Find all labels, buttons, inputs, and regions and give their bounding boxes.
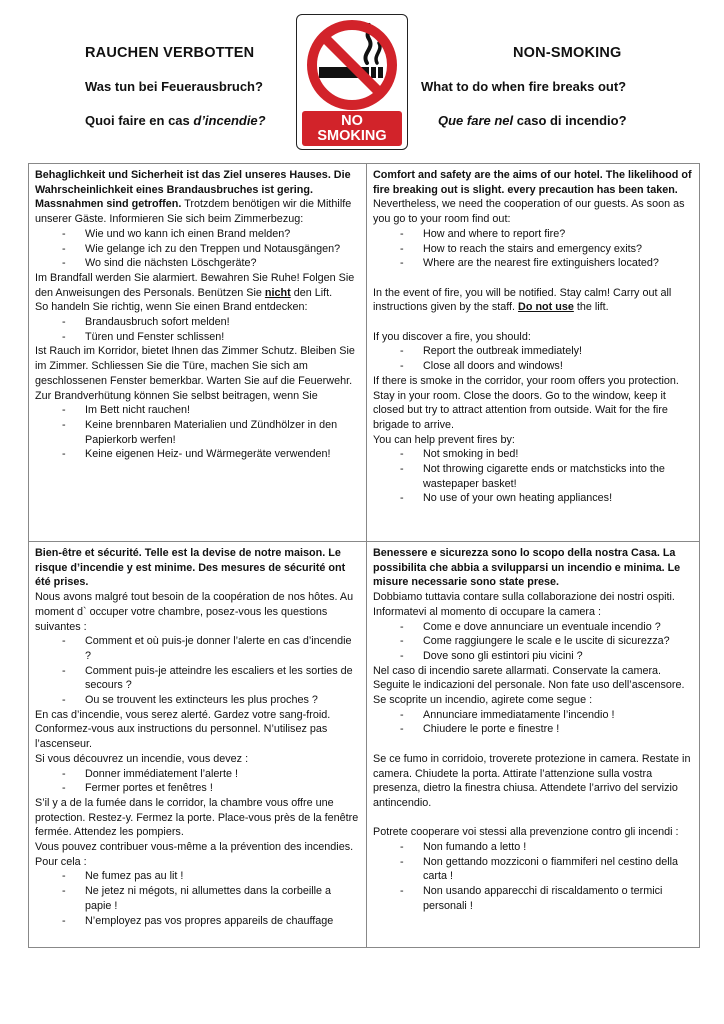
list-item: - N’employez pas vos propres appareils de chauffage	[35, 914, 360, 929]
list-item: - Comment puis-je atteindre les escaliers et les sorties de secours ?	[35, 664, 360, 693]
instructions-french	[29, 542, 367, 947]
alarm-text-end: den Lift.	[290, 286, 333, 299]
list-item: - Annunciare immediatamente l’incendio !	[373, 708, 693, 723]
spacer	[373, 315, 693, 330]
list-item: - Keine eigenen Heiz- und Wärmegeräte verwenden!	[35, 447, 360, 462]
intro-paragraph	[373, 168, 693, 227]
smoke-paragraph: Ist Rauch im Korridor, bietet Ihnen das Zimmer Schutz. Bleiben Sie im Zimmer. Schliessen Sie die Türe, machen Sie sich am geschlossenen Fenster bemerkbar. Warten Sie auf die Feuerwehr.	[35, 345, 355, 387]
intro-rest: Dobbiamo tuttavia contare sulla collaborazione dei nostri ospiti. Informatevi al momento di occupare la camera :	[373, 591, 675, 618]
prevention-list	[373, 840, 693, 914]
discover-fire-list	[35, 315, 360, 344]
header-question-italian	[438, 113, 627, 128]
emphasis-not: nicht	[264, 286, 291, 299]
header-question-italian-italic: Que fare nel	[438, 113, 514, 128]
prevention-paragraph: Zur Brandverhütung können Sie selbst beitragen, wenn Sie	[35, 389, 318, 402]
instructions-table	[28, 163, 700, 948]
header-question-french	[85, 113, 266, 128]
list-item: - Wo sind die nächsten Löschgeräte?	[35, 256, 360, 271]
list-item: - Ne jetez ni mégots, ni allumettes dans la corbeille a papie !	[35, 884, 360, 913]
instructions-english	[367, 164, 699, 542]
list-item: - Ne fumez pas au lit !	[35, 869, 360, 884]
no-smoking-sign-icon	[297, 15, 407, 111]
discover-fire-paragraph: If you discover a fire, you should:	[373, 330, 531, 343]
smoke-paragraph: Se ce fumo in corridoio, troverete protezione in camera. Restate in camera. Chiudete la porta. Attirate l’attenzione sulla vostra presenza, dietro la finestra chiusa. Attendete l’arrivo del servizio antincendio.	[373, 752, 691, 809]
list-item: - Wie gelange ich zu den Treppen und Notausgängen?	[35, 242, 360, 257]
list-item: - How to reach the stairs and emergency exits?	[373, 242, 693, 257]
discover-fire-paragraph: Si vous découvrez un incendie, vous devez :	[35, 752, 249, 765]
smoke-paragraph: S’il y a de la fumée dans le corridor, la chambre vous offre une protection. Restez-y. Fermez la porte. Place-vous près de la fenêtre fermée. Attendez les pompiers.	[35, 796, 359, 839]
alarm-text-end: the lift.	[573, 301, 609, 314]
list-item: - Wie und wo kann ich einen Brand melden?	[35, 227, 360, 242]
instructions-italian	[367, 542, 699, 947]
spacer	[373, 811, 693, 826]
intro-rest: Nous avons malgré tout besoin de la coopération de nos hôtes. Au moment d` occuper votre chambre, posez-vous les questions suivantes :	[35, 591, 354, 633]
intro-bold-text: Benessere e sicurezza sono lo scopo della nostra Casa. La possibilita che abbia a svilupparsi un incendio e minima. Le misure necessarie sono state prese.	[373, 547, 681, 589]
prevention-list	[35, 869, 360, 928]
list-item: - Where are the nearest fire extinguishers located?	[373, 256, 693, 271]
prevention-paragraph: You can help prevent fires by:	[373, 433, 515, 446]
intro-bold	[373, 546, 693, 590]
discover-fire-list	[373, 708, 693, 737]
list-item: - Im Bett nicht rauchen!	[35, 403, 360, 418]
list-item: - Ou se trouvent les extincteurs les plus proches ?	[35, 693, 360, 708]
list-item: - Not throwing cigarette ends or matchsticks into the wastepaper basket!	[373, 462, 693, 491]
discover-fire-paragraph: Se scoprite un incendio, agirete come segue :	[373, 694, 593, 707]
alarm-paragraph: En cas d’incendie, vous serez alerté. Gardez votre sang-froid. Conformez-vous aux instructions du personnel. N’utilisez pas l’ascenseur.	[35, 708, 331, 751]
list-item: - Keine brennbaren Materialien und Zündhölzer in den Papierkorb werfen!	[35, 418, 360, 447]
intro-bold	[35, 546, 360, 590]
list-item: - Brandausbruch sofort melden!	[35, 315, 360, 330]
header-question-french-italic: d’incendie?	[193, 113, 266, 128]
prevention-paragraph: Potrete cooperare voi stessi alla prevenzione contro gli incendi :	[373, 826, 679, 839]
emphasis-do-not-use: Do not use	[518, 301, 574, 314]
cigarette-band	[371, 67, 376, 78]
intro-bold: Comfort and safety are the aims of our hotel. The likelihood of fire breaking out is slight. every precaution has been taken.	[373, 169, 692, 196]
no-smoking-sign	[296, 14, 408, 150]
alarm-text: In the event of fire, you will be notified. Stay calm! Carry out all instructions given by the staff.	[373, 286, 672, 314]
smoke-paragraph: If there is smoke in the corridor, your room offers you protection. Stay in your room. Close the doors. Go to the window, keep it closed but try to attract attention from outside. Wait for the fire brigade to arrive.	[373, 374, 679, 431]
list-item: - Fermer portes et fenêtres !	[35, 781, 360, 796]
prevention-paragraph: Vous pouvez contribuer vous-même a la prévention des incendies. Pour cela :	[35, 841, 354, 868]
header-title-german: RAUCHEN VERBOTTEN	[85, 45, 255, 61]
list-item: - Come raggiungere le scale e le uscite di sicurezza?	[373, 634, 693, 649]
checklist-on-arrival	[373, 620, 693, 664]
header-question-french-plain: Quoi faire en cas	[85, 113, 194, 128]
intro-rest: Nevertheless, we need the cooperation of our guests. As soon as you go to your room find out:	[373, 198, 685, 226]
prevention-list	[373, 447, 693, 506]
banner-line-no: NO	[341, 113, 363, 129]
checklist-on-arrival	[373, 227, 693, 271]
alarm-paragraph	[373, 286, 693, 315]
discover-fire-list	[373, 344, 693, 373]
header-title-english: NON-SMOKING	[513, 45, 622, 61]
list-item: - Non fumando a letto !	[373, 840, 693, 855]
alarm-paragraph: Nel caso di incendio sarete allarmati. Conservate la camera. Seguite le indicazioni del personale. Non fate uso dell’ascensore.	[373, 664, 685, 692]
no-smoking-banner	[302, 111, 402, 146]
list-item: - Not smoking in bed!	[373, 447, 693, 462]
discover-fire-paragraph: So handeln Sie richtig, wenn Sie einen Brand entdecken:	[35, 301, 308, 314]
instructions-german	[29, 164, 367, 542]
list-item: - Close all doors and windows!	[373, 359, 693, 374]
list-item: - Non gettando mozziconi o fiammiferi nel cestino della carta !	[373, 855, 693, 884]
checklist-on-arrival	[35, 227, 360, 271]
list-item: - Türen und Fenster schlissen!	[35, 330, 360, 345]
alarm-paragraph	[35, 271, 360, 300]
spacer	[373, 271, 693, 286]
smoke-icon	[376, 43, 380, 63]
list-item: - Report the outbreak immediately!	[373, 344, 693, 359]
intro-bold: Behaglichkeit und Sicherheit ist das Ziel unseres Hauses. Die Wahrscheinlichkeit eines Brandausbruches ist gering. Massnahmen sind getroffen.	[35, 169, 351, 211]
list-item: - Non usando apparecchi di riscaldamento o termici personali !	[373, 884, 693, 913]
alarm-text: Im Brandfall werden Sie alarmiert. Bewahren Sie Ruhe! Folgen Sie den Anweisungen des Personals. Benützen Sie	[35, 271, 355, 299]
list-item: - Chiudere le porte e finestre !	[373, 722, 693, 737]
list-item: - Come e dove annunciare un eventuale incendio ?	[373, 620, 693, 635]
list-item: - Donner immédiatement l’alerte !	[35, 767, 360, 782]
cigarette-tip	[378, 67, 383, 78]
list-item: - No use of your own heating appliances!	[373, 491, 693, 506]
intro-bold-text: Bien-être et sécurité. Telle est la devise de notre maison. Le risque d’incendie y est minime. Des mesures de sécurité ont été prises.	[35, 547, 346, 589]
list-item: - How and where to report fire?	[373, 227, 693, 242]
discover-fire-list	[35, 767, 360, 796]
list-item: - Dove sono gli estintori piu vicini ?	[373, 649, 693, 664]
banner-line-smoking: SMOKING	[317, 128, 387, 144]
spacer	[373, 737, 693, 752]
intro-paragraph	[35, 168, 360, 227]
header-question-italian-plain: caso di incendio?	[513, 113, 627, 128]
intro-rest: Trotzdem benötigen wir die Mithilfe unserer Gäste. Informieren Sie sich beim Zimmerbezug:	[35, 198, 352, 226]
prevention-list	[35, 403, 360, 462]
list-item: - Comment et où puis-je donner l’alerte en cas d’incendie ?	[35, 634, 360, 663]
checklist-on-arrival	[35, 634, 360, 708]
header-question-english: What to do when fire breaks out?	[421, 79, 627, 94]
header-question-german: Was tun bei Feuerausbruch?	[85, 79, 263, 94]
